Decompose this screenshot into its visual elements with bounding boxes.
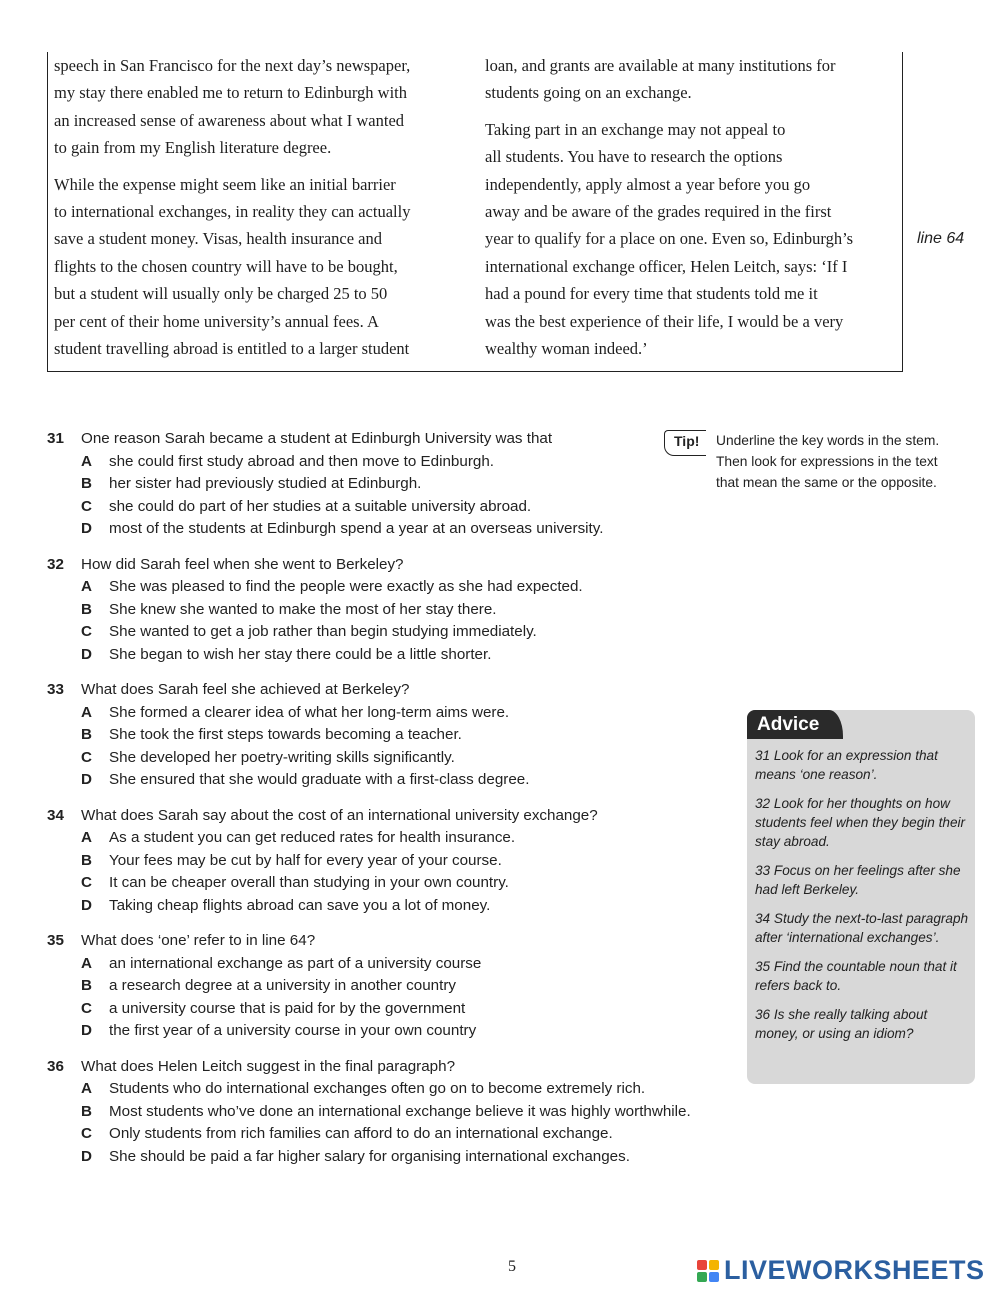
advice-item: 33 Focus on her feelings after she had left Berkeley. [755, 863, 961, 897]
answer-option-32-c[interactable] [47, 621, 747, 644]
option-letter: D [81, 771, 92, 788]
passage-line: had a pound for every time that students told me it [485, 284, 818, 304]
passage-line: flights to the chosen country will have to be bought, [54, 256, 398, 276]
option-text: She knew she wanted to make the most of her stay there. [109, 600, 497, 618]
option-text: Only students from rich families can afford to do an international exchange. [109, 1125, 613, 1142]
passage-paragraph [54, 171, 474, 363]
option-letter: C [81, 999, 92, 1017]
question-number: 33 [47, 681, 64, 698]
question-stem-row [47, 1056, 747, 1079]
passage-paragraph [485, 52, 900, 107]
question-33 [47, 679, 747, 792]
passage-line: my stay there enabled me to return to Edinburgh with [54, 83, 407, 103]
passage-line: an increased sense of awareness about what I wanted [54, 110, 405, 130]
answer-option-33-b[interactable] [47, 724, 747, 747]
question-stem-row [47, 679, 747, 702]
question-stem-row [47, 930, 747, 953]
question-stem: What does Sarah feel she achieved at Berkeley? [81, 681, 410, 698]
option-text: She should be paid a far higher salary for organising international exchanges. [109, 1147, 630, 1165]
passage-left-column [54, 52, 474, 362]
answer-option-32-d[interactable] [47, 644, 747, 667]
option-text: As a student you can get reduced rates for health insurance. [109, 829, 516, 846]
option-text: It can be cheaper overall than studying in your own country. [109, 874, 509, 891]
question-36 [47, 1056, 747, 1169]
answer-option-35-d[interactable] [47, 1020, 747, 1043]
question-list [47, 428, 747, 1181]
line-64-marker: line 64 [917, 230, 965, 247]
option-letter: B [81, 851, 92, 869]
advice-list [755, 746, 970, 1053]
option-text: Students who do international exchanges often go on to become extremely rich. [109, 1080, 646, 1097]
advice-box [747, 710, 975, 1084]
passage-line: While the expense might seem like an initial barrier [54, 174, 396, 194]
answer-option-31-d[interactable] [47, 518, 747, 541]
passage-line: to gain from my English literature degree. [54, 138, 332, 158]
liveworksheets-logo-icon [697, 1260, 719, 1282]
answer-option-33-a[interactable] [47, 702, 747, 725]
option-text: She wanted to get a job rather than begin studying immediately. [109, 623, 537, 640]
option-letter: B [81, 600, 92, 618]
advice-item: 32 Look for her thoughts on how students feel when they begin their stay abroad. [755, 796, 966, 849]
question-number: 36 [47, 1057, 64, 1075]
option-letter: A [81, 703, 92, 721]
option-text: She began to wish her stay there could be a little shorter. [109, 645, 492, 663]
option-letter: C [81, 748, 92, 766]
option-text: most of the students at Edinburgh spend a year at an overseas university. [109, 520, 604, 537]
liveworksheets-logo[interactable] [697, 1255, 985, 1286]
option-letter: C [81, 1125, 92, 1142]
question-35 [47, 930, 747, 1043]
passage-line: per cent of their home university’s annual fees. A [54, 311, 379, 331]
passage-paragraph [485, 116, 900, 363]
page-number: 5 [508, 1258, 516, 1275]
answer-option-35-c[interactable] [47, 998, 747, 1021]
tip-text: Underline the key words in the stem. Then look for expressions in the text that mean the same or the opposite. [716, 433, 940, 490]
option-letter: A [81, 829, 92, 846]
option-letter: A [81, 452, 92, 470]
question-stem: How did Sarah feel when she went to Berkeley? [81, 555, 404, 573]
option-text: She was pleased to find the people were exactly as she had expected. [109, 578, 583, 595]
option-letter: A [81, 578, 92, 595]
option-text: an international exchange as part of a university course [109, 954, 482, 972]
passage-line: independently, apply almost a year before you go [485, 174, 811, 194]
answer-option-36-a[interactable] [47, 1078, 747, 1101]
answer-option-31-b[interactable] [47, 473, 747, 496]
option-text: a university course that is paid for by the government [109, 999, 466, 1017]
option-letter: C [81, 497, 92, 515]
logo-text: LIVEWORKSHEETS [724, 1255, 985, 1285]
question-stem-row [47, 428, 747, 451]
passage-line: speech in San Francisco for the next day’s newspaper, [54, 56, 411, 75]
answer-option-35-b[interactable] [47, 975, 747, 998]
option-letter: D [81, 896, 92, 914]
option-letter: B [81, 475, 92, 492]
answer-option-34-b[interactable] [47, 850, 747, 873]
passage-line: save a student money. Visas, health insurance and [54, 229, 383, 249]
option-text: She took the first steps towards becoming a teacher. [109, 726, 462, 743]
passage-line: all students. You have to research the options [485, 147, 783, 167]
option-letter: C [81, 874, 92, 891]
option-text: She developed her poetry-writing skills significantly. [109, 748, 455, 766]
passage-line: wealthy woman indeed.’ [485, 339, 648, 359]
passage-line: student travelling abroad is entitled to a larger student [54, 339, 410, 359]
option-text: Most students who’ve done an international exchange believe it was highly worthwhile. [109, 1102, 691, 1120]
advice-item: 34 Study the next-to-last paragraph after ‘international exchanges’. [755, 911, 969, 945]
option-letter: D [81, 1147, 92, 1165]
option-text: Your fees may be cut by half for every year of your course. [109, 851, 502, 869]
question-number: 34 [47, 806, 64, 824]
answer-option-32-a[interactable] [47, 576, 747, 599]
option-letter: C [81, 623, 92, 640]
answer-option-36-d[interactable] [47, 1146, 747, 1169]
passage-line: but a student will usually only be charged 25 to 50 [54, 284, 388, 304]
question-32 [47, 554, 747, 667]
option-text: she could do part of her studies at a suitable university abroad. [109, 497, 532, 515]
option-letter: B [81, 726, 92, 743]
question-31 [47, 428, 747, 541]
passage-line: away and be aware of the grades required in the first [485, 202, 832, 222]
option-letter: D [81, 645, 92, 663]
advice-item: 36 Is she really talking about money, or using an idiom? [755, 1007, 928, 1041]
question-stem: What does Sarah say about the cost of an international university exchange? [81, 806, 598, 824]
option-letter: A [81, 954, 92, 972]
question-stem: One reason Sarah became a student at Edinburgh University was that [81, 430, 553, 447]
option-text: She formed a clearer idea of what her long-term aims were. [109, 703, 510, 721]
question-number: 32 [47, 555, 64, 573]
passage-paragraph [54, 52, 474, 162]
passage-line: was the best experience of their life, I would be a very [485, 311, 844, 331]
passage-line: Taking part in an exchange may not appeal to [485, 119, 786, 139]
option-letter: B [81, 977, 92, 994]
question-34 [47, 805, 747, 918]
option-text: she could first study abroad and then move to Edinburgh. [109, 452, 494, 470]
passage-line: to international exchanges, in reality they can actually [54, 202, 411, 222]
passage-line: students going on an exchange. [485, 83, 692, 103]
option-letter: D [81, 520, 92, 537]
answer-option-31-c[interactable] [47, 496, 747, 519]
advice-title: Advice [747, 710, 843, 739]
answer-option-31-a[interactable] [47, 451, 747, 474]
option-text: a research degree at a university in another country [109, 977, 456, 994]
question-number: 31 [47, 430, 64, 447]
answer-option-35-a[interactable] [47, 953, 747, 976]
tip-badge: Tip! [664, 430, 706, 456]
question-stem-row [47, 554, 747, 577]
question-stem: What does ‘one’ refer to in line 64? [81, 932, 316, 949]
passage-line: year to qualify for a place on one. Even so, Edinburgh’s [485, 229, 854, 249]
advice-item: 35 Find the countable noun that it refers back to. [755, 959, 957, 993]
answer-option-36-c[interactable] [47, 1123, 747, 1146]
option-letter: D [81, 1022, 92, 1039]
option-text: Taking cheap flights abroad can save you a lot of money. [109, 896, 491, 914]
passage-line: international exchange officer, Helen Leitch, says: ‘If I [485, 256, 848, 276]
question-number: 35 [47, 932, 64, 949]
option-text: She ensured that she would graduate with a first-class degree. [109, 771, 530, 788]
answer-option-34-c[interactable] [47, 872, 747, 895]
option-letter: B [81, 1102, 92, 1120]
question-stem-row [47, 805, 747, 828]
answer-option-32-b[interactable] [47, 599, 747, 622]
answer-option-36-b[interactable] [47, 1101, 747, 1124]
answer-option-33-c[interactable] [47, 747, 747, 770]
passage-right-column [485, 52, 900, 362]
advice-item: 31 Look for an expression that means ‘one reason’. [755, 748, 938, 782]
question-stem: What does Helen Leitch suggest in the final paragraph? [81, 1057, 456, 1075]
answer-option-33-d[interactable] [47, 769, 747, 792]
passage-line: loan, and grants are available at many institutions for [485, 56, 836, 75]
answer-option-34-a[interactable] [47, 827, 747, 850]
reading-passage [47, 52, 903, 372]
option-text: the first year of a university course in your own country [109, 1022, 477, 1039]
option-text: her sister had previously studied at Edinburgh. [109, 475, 422, 492]
answer-option-34-d[interactable] [47, 895, 747, 918]
option-letter: A [81, 1080, 92, 1097]
